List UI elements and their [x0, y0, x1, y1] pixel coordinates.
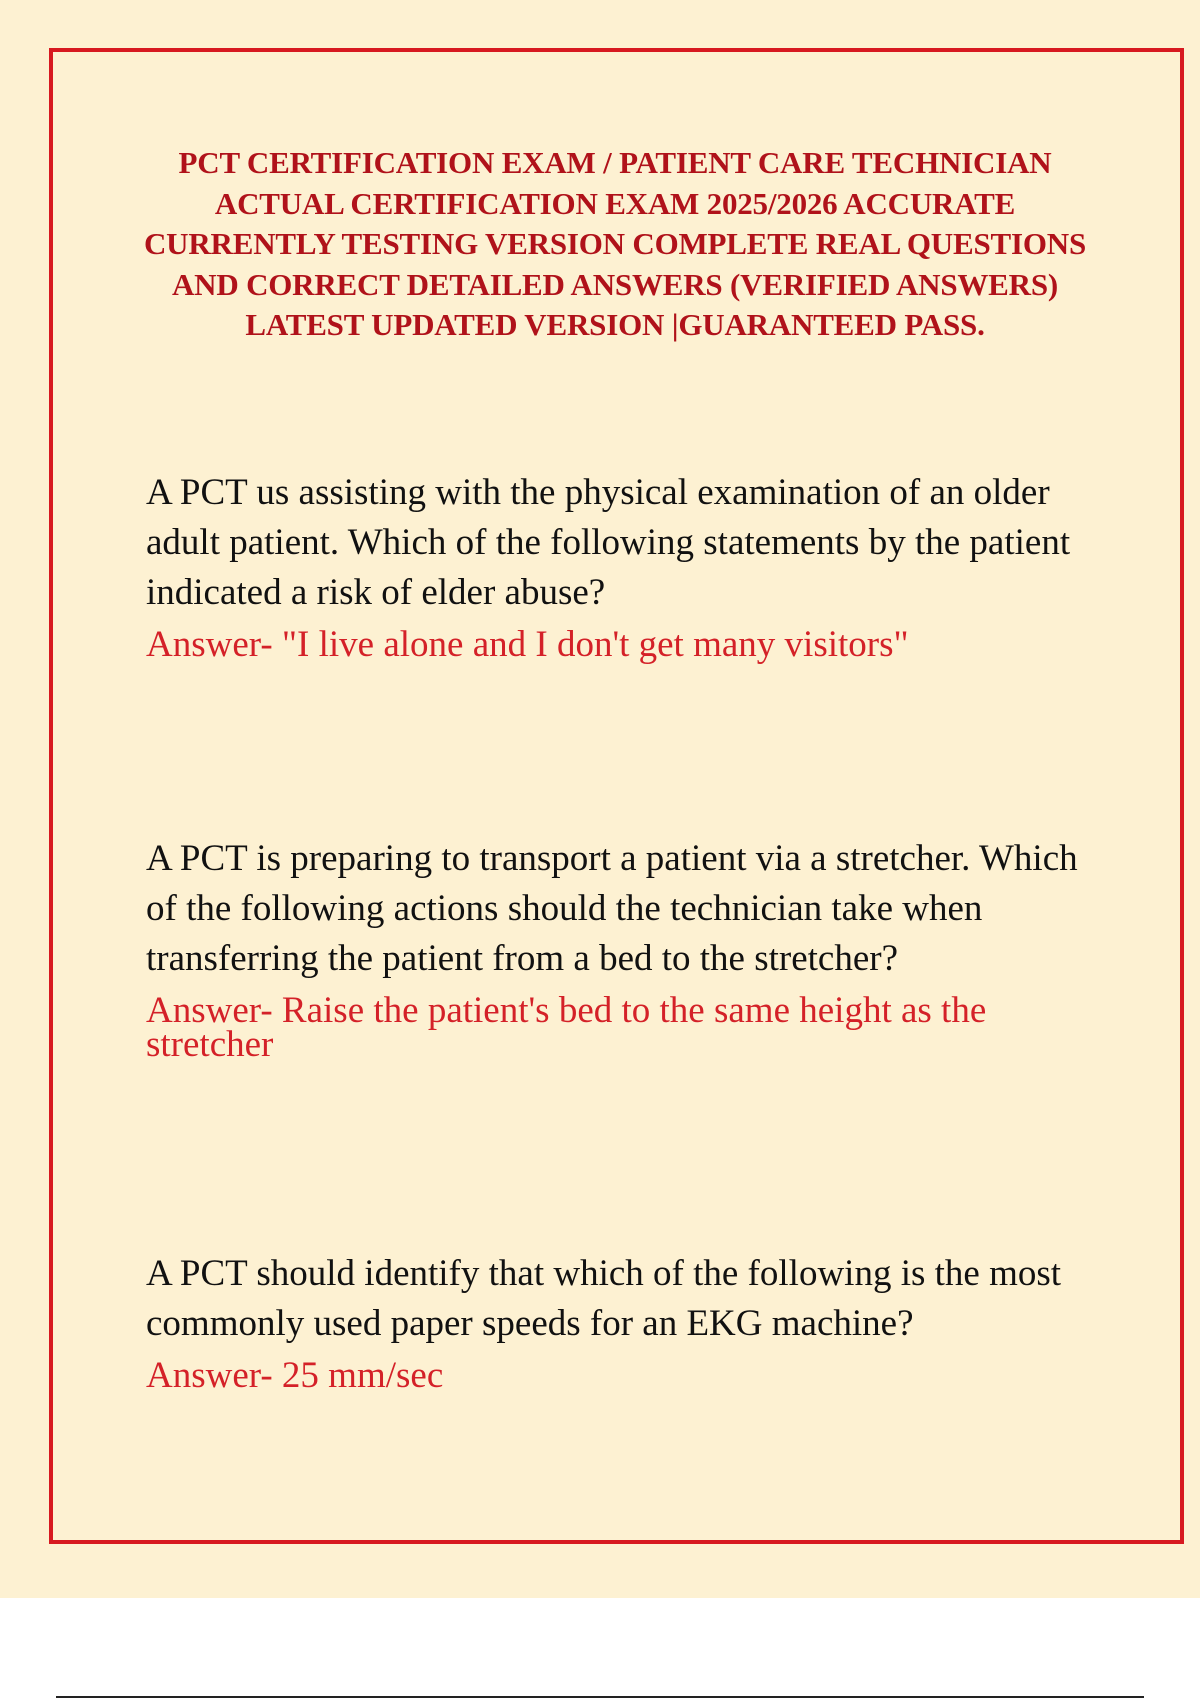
qa-item-2	[146, 834, 1086, 1065]
answer-text: Answer- Raise the patient's bed to the same height as the stretcher	[146, 990, 987, 1065]
qa-item-3	[146, 1249, 1086, 1396]
answer-text: Answer- 25 mm/sec	[146, 1355, 444, 1396]
answer-text: Answer- "I live alone and I don't get many visitors"	[146, 624, 909, 665]
question-text: A PCT is preparing to transport a patient via a stretcher. Which of the following actions should the technician take when transferring the patient from a bed to the stretcher?	[146, 838, 1078, 979]
document-title: PCT CERTIFICATION EXAM / PATIENT CARE TECHNICIAN ACTUAL CERTIFICATION EXAM 2025/2026 ACCURATE CURRENTLY TESTING VERSION COMPLETE REAL QUESTIONS AND CORRECT DETAILED ANSWERS (VERIFIED ANSWERS) LATEST UPDATED VERSION |GUARANTEED PASS.	[144, 145, 1086, 342]
question-text: A PCT should identify that which of the following is the most commonly used paper speeds for an EKG machine?	[146, 1253, 1062, 1344]
question-text: A PCT us assisting with the physical examination of an older adult patient. Which of the following statements by the patient indicated a risk of elder abuse?	[146, 472, 1071, 613]
qa-item-1	[146, 468, 1086, 665]
footer-divider	[56, 1696, 1144, 1698]
